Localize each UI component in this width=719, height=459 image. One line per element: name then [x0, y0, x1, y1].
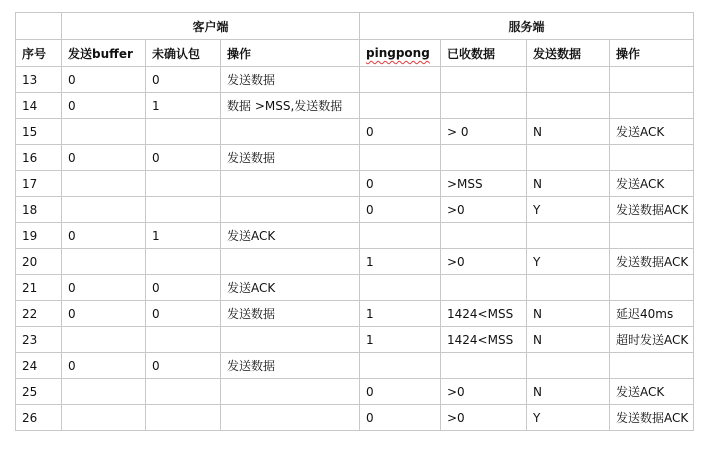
unacked-cell: 0 [146, 67, 221, 93]
unacked-cell: 0 [146, 353, 221, 379]
send-buffer-cell [62, 171, 146, 197]
server-action-cell: 发送数据ACK [610, 405, 694, 431]
seq-cell: 14 [16, 93, 62, 119]
client-group-header: 客户端 [62, 13, 360, 40]
send-buffer-cell [62, 119, 146, 145]
received-cell: > 0 [441, 119, 527, 145]
table-row [16, 249, 694, 275]
table-row [16, 145, 694, 171]
send-buffer-cell: 0 [62, 67, 146, 93]
client-action-cell: 发送数据 [221, 67, 360, 93]
col-header-unacked: 未确认包 [146, 40, 221, 67]
received-cell: >0 [441, 249, 527, 275]
unacked-cell: 1 [146, 223, 221, 249]
col-header-pingpong [360, 40, 441, 67]
pingpong-cell: 1 [360, 249, 441, 275]
received-cell [441, 67, 527, 93]
pingpong-cell [360, 275, 441, 301]
server-action-cell [610, 93, 694, 119]
send-buffer-cell [62, 327, 146, 353]
unacked-cell [146, 327, 221, 353]
pingpong-cell [360, 93, 441, 119]
pingpong-cell [360, 223, 441, 249]
pingpong-cell: 0 [360, 171, 441, 197]
unacked-cell [146, 171, 221, 197]
send-buffer-cell [62, 197, 146, 223]
seq-cell: 26 [16, 405, 62, 431]
send-data-cell: N [527, 379, 610, 405]
table-row [16, 275, 694, 301]
col-header-received: 已收数据 [441, 40, 527, 67]
send-buffer-cell: 0 [62, 275, 146, 301]
col-header-client-action: 操作 [221, 40, 360, 67]
received-cell [441, 353, 527, 379]
server-group-header: 服务端 [360, 13, 694, 40]
send-buffer-cell: 0 [62, 223, 146, 249]
pingpong-cell: 0 [360, 119, 441, 145]
col-header-send-data: 发送数据 [527, 40, 610, 67]
send-data-cell [527, 353, 610, 379]
tcp-sequence-table [15, 12, 694, 431]
pingpong-cell: 0 [360, 405, 441, 431]
table-row [16, 93, 694, 119]
server-action-cell: 超时发送ACK [610, 327, 694, 353]
table-row [16, 171, 694, 197]
seq-cell: 18 [16, 197, 62, 223]
table-row [16, 223, 694, 249]
client-action-cell: 发送ACK [221, 223, 360, 249]
send-buffer-cell: 0 [62, 353, 146, 379]
unacked-cell [146, 249, 221, 275]
table-row [16, 353, 694, 379]
send-data-cell [527, 145, 610, 171]
col-header-pingpong-text: pingpong [366, 46, 430, 60]
server-action-cell: 发送数据ACK [610, 249, 694, 275]
send-data-cell: N [527, 119, 610, 145]
received-cell [441, 223, 527, 249]
send-data-cell: Y [527, 405, 610, 431]
pingpong-cell [360, 145, 441, 171]
server-action-cell: 发送ACK [610, 379, 694, 405]
client-action-cell: 发送数据 [221, 301, 360, 327]
send-data-cell: N [527, 301, 610, 327]
seq-cell: 17 [16, 171, 62, 197]
received-cell: >MSS [441, 171, 527, 197]
pingpong-cell [360, 353, 441, 379]
table-row [16, 379, 694, 405]
pingpong-cell: 1 [360, 301, 441, 327]
pingpong-cell: 0 [360, 379, 441, 405]
send-buffer-cell [62, 405, 146, 431]
client-action-cell [221, 405, 360, 431]
send-buffer-cell: 0 [62, 301, 146, 327]
client-action-cell [221, 197, 360, 223]
received-cell: 1424<MSS [441, 301, 527, 327]
client-action-cell: 发送数据 [221, 353, 360, 379]
table-row [16, 327, 694, 353]
send-data-cell [527, 275, 610, 301]
unacked-cell: 0 [146, 275, 221, 301]
send-data-cell: N [527, 171, 610, 197]
send-buffer-cell: 0 [62, 145, 146, 171]
server-action-cell [610, 223, 694, 249]
send-data-cell [527, 93, 610, 119]
table-row [16, 119, 694, 145]
server-action-cell: 发送ACK [610, 171, 694, 197]
client-action-cell: 发送数据 [221, 145, 360, 171]
server-action-cell: 发送数据ACK [610, 197, 694, 223]
received-cell [441, 93, 527, 119]
group-header-blank [16, 13, 62, 40]
server-action-cell [610, 275, 694, 301]
pingpong-cell [360, 67, 441, 93]
client-action-cell [221, 119, 360, 145]
column-header-row [16, 40, 694, 67]
seq-cell: 19 [16, 223, 62, 249]
received-cell: >0 [441, 197, 527, 223]
table-row [16, 405, 694, 431]
send-data-cell: N [527, 327, 610, 353]
seq-cell: 24 [16, 353, 62, 379]
unacked-cell: 0 [146, 145, 221, 171]
received-cell: >0 [441, 379, 527, 405]
unacked-cell [146, 197, 221, 223]
send-buffer-cell [62, 379, 146, 405]
server-action-cell [610, 353, 694, 379]
unacked-cell [146, 379, 221, 405]
send-data-cell: Y [527, 197, 610, 223]
server-action-cell: 延迟40ms [610, 301, 694, 327]
received-cell [441, 145, 527, 171]
col-header-send-buffer: 发送buffer [62, 40, 146, 67]
pingpong-cell: 1 [360, 327, 441, 353]
seq-cell: 25 [16, 379, 62, 405]
seq-cell: 21 [16, 275, 62, 301]
client-action-cell [221, 379, 360, 405]
unacked-cell: 0 [146, 301, 221, 327]
seq-cell: 15 [16, 119, 62, 145]
received-cell: >0 [441, 405, 527, 431]
received-cell [441, 275, 527, 301]
seq-cell: 16 [16, 145, 62, 171]
client-action-cell [221, 249, 360, 275]
received-cell: 1424<MSS [441, 327, 527, 353]
col-header-server-action: 操作 [610, 40, 694, 67]
server-action-cell: 发送ACK [610, 119, 694, 145]
table-row [16, 67, 694, 93]
send-data-cell [527, 67, 610, 93]
send-buffer-cell [62, 249, 146, 275]
table-row [16, 301, 694, 327]
server-action-cell [610, 145, 694, 171]
unacked-cell: 1 [146, 93, 221, 119]
client-action-cell [221, 327, 360, 353]
send-data-cell [527, 223, 610, 249]
col-header-seq: 序号 [16, 40, 62, 67]
client-action-cell: 发送ACK [221, 275, 360, 301]
send-buffer-cell: 0 [62, 93, 146, 119]
send-data-cell: Y [527, 249, 610, 275]
server-action-cell [610, 67, 694, 93]
client-action-cell [221, 171, 360, 197]
seq-cell: 23 [16, 327, 62, 353]
seq-cell: 22 [16, 301, 62, 327]
unacked-cell [146, 405, 221, 431]
group-header-row [16, 13, 694, 40]
unacked-cell [146, 119, 221, 145]
pingpong-cell: 0 [360, 197, 441, 223]
seq-cell: 20 [16, 249, 62, 275]
table-row [16, 197, 694, 223]
seq-cell: 13 [16, 67, 62, 93]
client-action-cell: 数据 >MSS,发送数据 [221, 93, 360, 119]
